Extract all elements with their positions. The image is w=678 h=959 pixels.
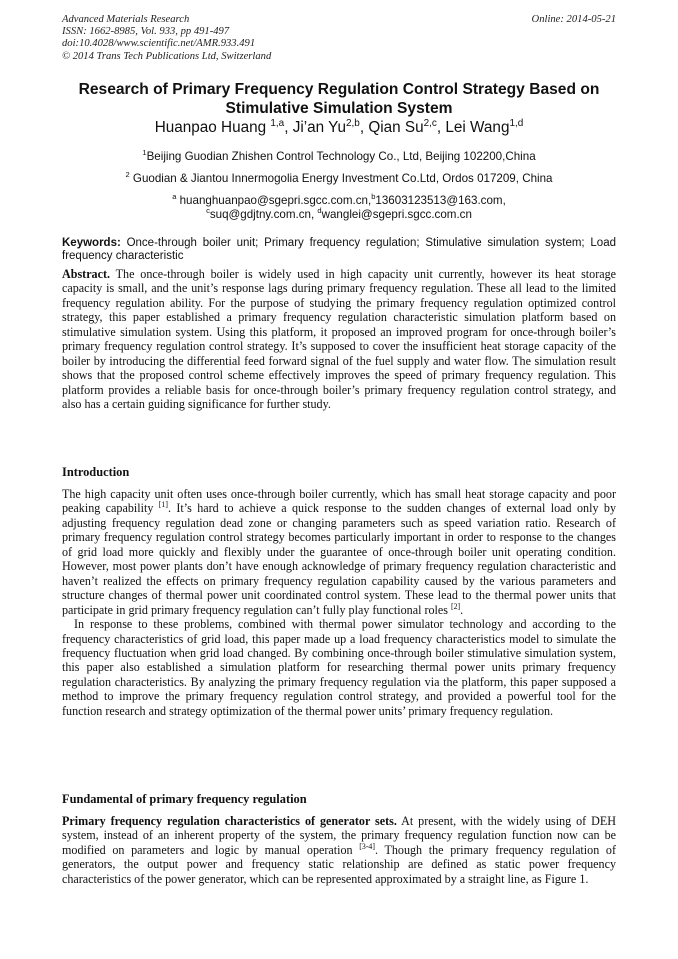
affiliation-mark: 2 <box>125 170 130 180</box>
paragraph-text: The high capacity unit often uses once-through boiler currently, which has small heat storage capacity and poor peaking capability <box>62 487 616 516</box>
author-affiliation-mark: 1,a <box>270 117 285 129</box>
paragraph <box>62 487 616 617</box>
journal-name: Advanced Materials Research <box>62 14 190 25</box>
affiliation-2 <box>40 172 638 186</box>
doi: doi:10.4028/www.scientific.net/AMR.933.491 <box>62 38 256 50</box>
email-link[interactable]: suq@gdjtny.com.cn, <box>209 207 318 221</box>
abstract <box>62 267 616 412</box>
online-date: Online: 2014-05-21 <box>531 14 616 25</box>
affiliation-1 <box>40 150 638 164</box>
abstract-label: Abstract. <box>62 267 111 281</box>
email-mark: b <box>371 192 376 202</box>
affiliation-mark: 1 <box>142 148 147 158</box>
email-mark: c <box>206 205 210 215</box>
paper-title: Research of Primary Frequency Regulation Control Strategy Based on Stimulative Simulation System <box>78 81 600 117</box>
keywords-text: Once-through boiler unit; Primary frequency regulation; Stimulative simulation system; Load frequency characteristic <box>62 237 616 263</box>
paragraph-text: . Though the primary frequency regulation of generators, the output power and frequency static relationship are defined as static power frequency characteristics of the power generator, which can be represented approximated by a straight line, as Figure 1. <box>62 842 617 886</box>
paragraph-text: . It’s hard to achieve a quick response to the sudden changes of external load only by adjusting frequency regulation dead zone or changing parameters such as speed variation ratio. Research of primary frequency regulation control strategy becomes particularly important in order to response to the changes of grid load more quickly and flexibly under the guarantee of once-through boiler unit operating condition. However, most power plants don’t have enough acknowledge of primary frequency regulation characteristic and haven’t realized the effects on primary frequency regulation capability caused by the various parameters and structure changes of thermal power unit coordinated control system. These lead to the thermal power units that participate in grid primary frequency regulation can’t fully play functional roles <box>62 501 616 617</box>
email-link[interactable]: huanghuanpao@sgepri.sgcc.com.cn, <box>176 194 372 207</box>
copyright: © 2014 Trans Tech Publications Ltd, Switzerland <box>62 50 272 62</box>
citation[interactable]: [3-4] <box>359 841 375 851</box>
author-name: , Qian Su <box>359 119 424 136</box>
paragraph-text: . <box>460 602 464 617</box>
journal-header <box>62 14 616 63</box>
email-link[interactable]: 13603123513@163.com, <box>375 194 506 207</box>
fundamental-body <box>62 814 616 886</box>
email-mark: d <box>317 205 322 215</box>
paragraph: In response to these problems, combined with thermal power simulator technology and according to the frequency characteristics of grid load, this paper made up a load frequency characteristics model to simulate the frequency fluctuation when grid load changed. By combining once-through boiler stimulative simulation system, this paper also established a simulation platform for researching thermal power units primary frequency regulation characteristics. By analyzing the primary frequency regulation via the platform, this paper supposed a method to improve the primary frequency regulation control strategy, and provided a powerful tool for the function research and strategy optimization of the thermal power units’ primary frequency regulation. <box>62 617 616 718</box>
section-heading-fundamental: Fundamental of primary frequency regulation <box>62 792 307 806</box>
affiliation-text: Guodian & Jiantou Innermogolia Energy Investment Co.Ltd, Ordos 017209, China <box>129 172 553 185</box>
keywords-label: Keywords: <box>62 237 121 249</box>
paragraph-text: At present, with the widely using of DEH system, instead of an inherent property of the system, the primary frequency regulation function now can be modified on parameters and logic by manual operation <box>62 814 616 857</box>
keywords <box>62 237 616 264</box>
section-heading-introduction: Introduction <box>62 465 130 479</box>
affiliation-text: Beijing Guodian Zhishen Control Technology Co., Ltd, Beijing 102200,China <box>146 150 536 163</box>
author-name: Huanpao Huang <box>154 119 271 136</box>
author-affiliation-mark: 1,d <box>509 117 524 129</box>
citation[interactable]: [1] <box>158 500 168 510</box>
abstract-text: The once-through boiler is widely used in high capacity unit currently, however its heat storage capacity is small, and the unit’s response lags during primary frequency regulation. These all lead to the limited frequency regulation ability. For the purpose of studying the primary frequency regulation optimized control strategy, this paper established a primary frequency regulation characteristic simulation platform based on stimulative simulation system. Using this platform, it proposed an improved program for once-through boiler’s primary frequency regulation control strategy. It’s supposed to cover the insufficient heat storage capacity of the boiler by introducing the differential feed forward signal of the fuel supply and water flow. The simulation result shows that the proposed control scheme effectively improves the speed of primary frequency regulation. This platform provides a reliable basis for once-through boiler’s primary frequency regulation control strategy, and also has a certain guiding significance for further study. <box>62 267 616 412</box>
email-link[interactable]: wanglei@sgepri.sgcc.com.cn <box>321 207 472 221</box>
email-mark: a <box>172 192 177 202</box>
author-list <box>40 119 638 137</box>
introduction-body <box>62 487 616 718</box>
email-list <box>40 194 638 221</box>
subsection-heading: Primary frequency regulation characteristics of generator sets. <box>62 814 397 828</box>
author-affiliation-mark: 2,c <box>423 117 437 129</box>
author-name: , Ji’an Yu <box>284 119 347 136</box>
issn: ISSN: 1662-8985, Vol. 933, pp 491-497 <box>62 26 230 38</box>
citation[interactable]: [2] <box>451 601 461 611</box>
author-affiliation-mark: 2,b <box>346 117 360 129</box>
author-name: , Lei Wang <box>436 119 510 136</box>
